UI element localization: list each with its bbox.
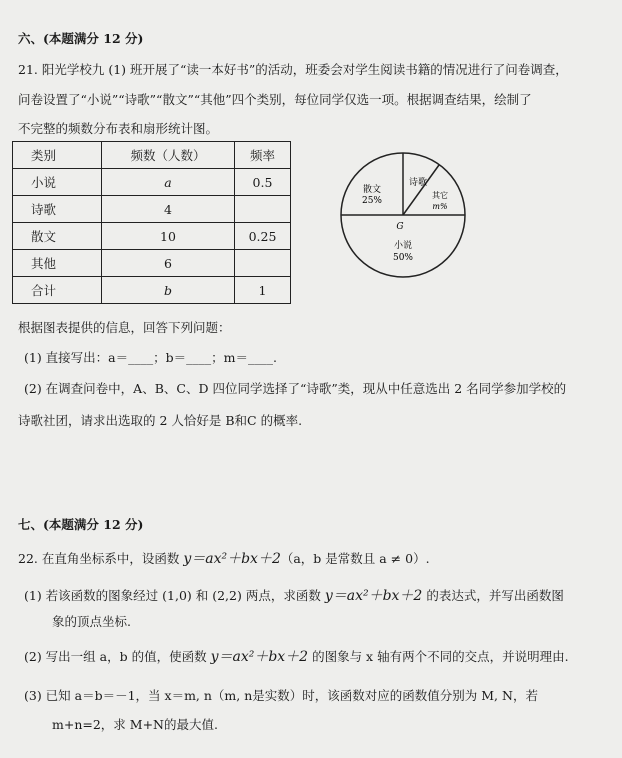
table-cell: 诗歌 [13,196,102,223]
q22-part1-post: 的表达式，并写出函数图 [422,588,564,603]
pie-slice-value: 25% [361,196,383,206]
q22-part2-pre: (2) 写出一组 a，b 的值，使函数 [24,649,211,664]
section6-heading: 六、(本题满分 12 分) [18,31,144,46]
q21-text-line2: 问卷设置了“小说”“诗歌”“散文”“其他”四个类别，每位同学仅选一项。根据调查结果，绘制了 [18,92,532,107]
q21-part1: (1) 直接写出：a＝____；b＝____；m＝____. [24,350,277,365]
table-cell: 6 [102,250,235,277]
frequency-table [12,141,291,304]
q22-intro [18,548,430,568]
table-cell: 10 [102,223,235,250]
table-row [13,223,291,250]
section7-heading: 七、(本题满分 12 分) [18,517,144,532]
table-cell [235,250,291,277]
q22-function: y＝ax²＋bx＋2 [324,588,423,604]
q21-part2-line2: 诗歌社团，请求出选取的 2 人恰好是 B和C 的概率. [18,413,303,428]
q22-part1 [24,585,564,605]
q21-text-line3: 不完整的频数分布表和扇形统计图。 [18,121,219,136]
table-cell: 4 [102,196,235,223]
q21-part2-line1: (2) 在调查问卷中，A、B、C、D 四位同学选择了“诗歌”类，现从中任意选出 2 名同学参加学校的 [24,381,567,396]
pie-slice-label: 诗歌 [408,178,428,188]
table-row [13,277,291,304]
table-header-cell: 频率 [235,142,291,169]
q22-part1-pre: (1) 若该函数的图象经过 (1,0) 和 (2,2) 两点，求函数 [24,588,325,603]
pie-slice-label: 小说 [393,241,413,251]
table-cell: 小说 [13,169,102,196]
pie-center-label: G [396,222,404,232]
table-cell: 0.5 [235,169,291,196]
pie-slice-value: m% [432,202,448,211]
table-cell: 1 [235,277,291,304]
q22-intro-post: （a，b 是常数且 a ≠ 0）. [280,551,430,566]
table-cell: 合计 [13,277,102,304]
q22-function: y＝ax²＋bx＋2 [183,551,281,567]
table-header-cell: 类别 [13,142,102,169]
q22-part3-line1: (3) 已知 a＝b＝－1，当 x＝m, n（m, n是实数）时，该函数对应的函数值分别为 M, N，若 [24,688,538,703]
pie-chart [335,145,475,285]
table-cell: b [102,277,235,304]
q21-instruction: 根据图表提供的信息，回答下列问题： [18,320,231,335]
table-row [13,250,291,277]
table-header-row [13,142,291,169]
q22-part2-post: 的图象与 x 轴有两个不同的交点，并说明理由. [308,649,569,664]
q22-part3-line2: m+n=2，求 M+N的最大值. [52,717,218,732]
q22-intro-pre: 22. 在直角坐标系中，设函数 [18,551,184,566]
pie-slice-label: 散文 [362,185,382,195]
table-cell [235,196,291,223]
q22-part1-line2: 象的顶点坐标. [52,614,131,629]
pie-slice-label: 其它 [432,191,448,200]
table-cell: 0.25 [235,223,291,250]
q21-text-line1: 21. 阳光学校九 (1) 班开展了“读一本好书”的活动，班委会对学生阅读书籍的情况进行了问卷调查， [18,62,568,77]
table-cell: 散文 [13,223,102,250]
table-row [13,169,291,196]
table-header-cell: 频数（人数） [102,142,235,169]
q22-part2 [24,646,569,666]
table-row [13,196,291,223]
q22-function: y＝ax²＋bx＋2 [210,649,309,665]
pie-slice-value: 50% [392,253,414,263]
table-cell: a [102,169,235,196]
table-cell: 其他 [13,250,102,277]
